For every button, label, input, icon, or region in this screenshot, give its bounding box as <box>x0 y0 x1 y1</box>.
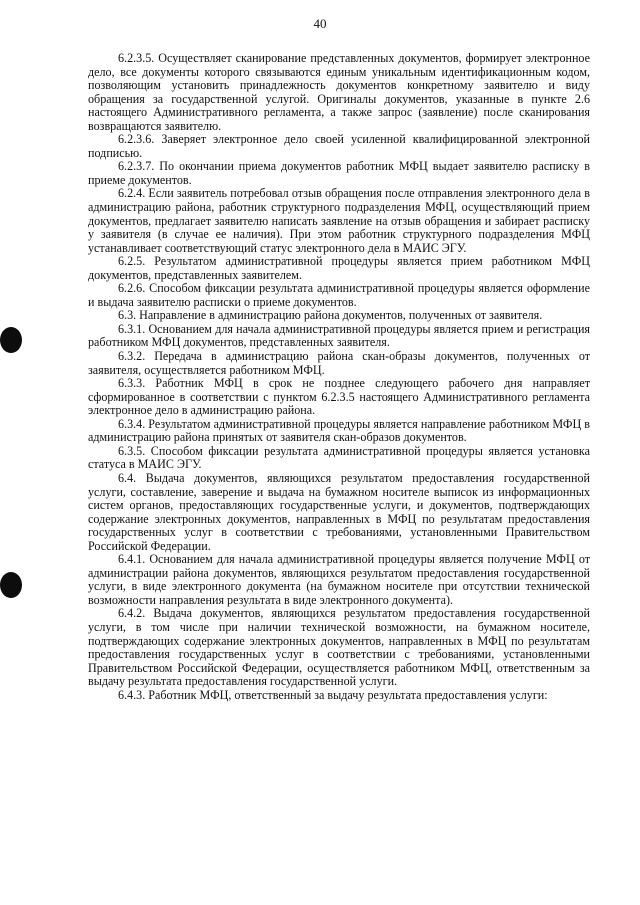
paragraph: 6.3.2. Передача в администрацию района скан-образы документов, полученных от заявителя, осуществляется работником МФЦ. <box>88 349 590 377</box>
paragraph: 6.3.5. Способом фиксации результата административной процедуры является установка статуса в МАИС ЭГУ. <box>88 443 590 472</box>
paragraph: 6.3.3. Работник МФЦ в срок не позднее следующего рабочего дня направляет сформированное в соответствии с пунктом 6.2.3.5 настоящего Административного регламента электронное дело в администрацию района. <box>88 376 590 418</box>
document-body <box>88 52 590 702</box>
paragraph: 6.2.3.7. По окончании приема документов работник МФЦ выдает заявителю расписку в приеме документов. <box>88 159 590 187</box>
binder-hole <box>0 572 22 598</box>
paragraph: 6.3.4. Результатом административной процедуры является направление работником МФЦ в администрацию района принятых от заявителя скан-образов документов. <box>88 416 590 445</box>
page-number: 40 <box>313 16 327 31</box>
paragraph: 6.4.2. Выдача документов, являющихся результатом предоставления государственной услуги, в том числе при наличии технической возможности, на бумажном носителе, подтверждающих содержание электронных документов, направленных в МФЦ по результатам предоставления государственных услуг в соответствии с требованиями, установленными Правительством Российской Федерации, осуществляется работником МФЦ, ответственным за выдачу результата предоставления государственной услуги. <box>88 606 590 689</box>
binder-hole <box>0 327 22 353</box>
paragraph: 6.4.3. Работник МФЦ, ответственный за выдачу результата предоставления услуги: <box>118 687 548 702</box>
paragraph: 6.2.4. Если заявитель потребовал отзыв обращения после отправления электронного дела в администрацию района, работник структурного подразделения МФЦ, осуществляющий прием документов, предлагает заявителю написать заявление на отзыв обращения и забирает расписку у заявителя (в случае ее наличия). При этом работник структурного подразделения МФЦ устанавливает соответствующий статус электронного дела в МАИС ЭГУ. <box>88 186 590 255</box>
paragraph: 6.2.3.5. Осуществляет сканирование представленных документов, формирует электронное дело, все документы которого связываются единым уникальным идентификационным кодом, позволяющим установить принадлежность документов конкретному заявителю и виду обращения за государственной услугой. Оригиналы документов, указанные в пункте 2.6 настоящего Административного регламента, а также запрос (заявление) после сканирования возвращаются заявителю. <box>88 51 590 133</box>
paragraph: 6.3.1. Основанием для начала административной процедуры является прием и регистрация работником МФЦ документов, представленных заявителя. <box>88 321 590 350</box>
paragraph: 6.2.6. Способом фиксации результата административной процедуры является оформление и выдача заявителю расписки о приеме документов. <box>88 281 590 309</box>
paragraph: 6.4.1. Основанием для начала административной процедуры является получение МФЦ от администрации района документов, являющихся результатом предоставления государственной услуги, в виде электронного документа (на бумажном носителе при отсутствии технической возможности направления результата в виде электронного документа). <box>88 552 590 607</box>
section-heading: 6.3. Направление в администрацию района документов, полученных от заявителя. <box>118 308 543 323</box>
paragraph: 6.2.3.6. Заверяет электронное дело своей усиленной квалифицированной электронной подписью. <box>88 132 590 160</box>
section-heading: 6.4. Выдача документов, являющихся результатом предоставления государственной услуги, составление, заверение и выдача на бумажном носителе выписок из информационных систем органов, предоставляющих государственные услуги, и документов, подтверждающих содержание электронных документов, направленных в МФЦ по результатам предоставления государственных услуг в соответствии с требованиями, установленными Правительством Российской Федерации. <box>88 470 590 553</box>
paragraph: 6.2.5. Результатом административной процедуры является прием работником МФЦ документов, представленных заявителем. <box>88 254 590 282</box>
